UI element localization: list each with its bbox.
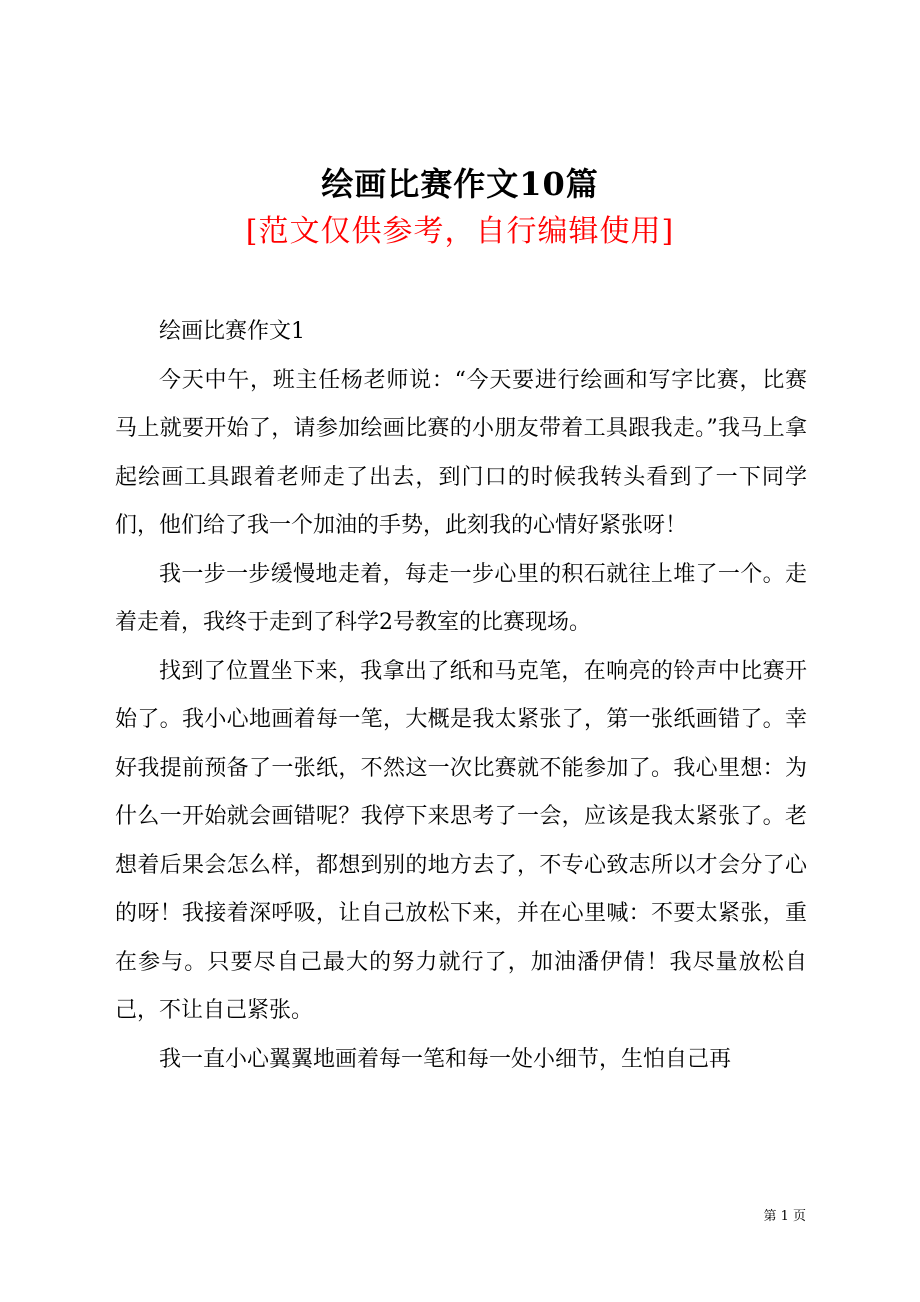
document-subtitle: [范文仅供参考，自行编辑使用]: [245, 214, 675, 249]
document-title: 绘画比赛作文10篇: [321, 165, 599, 203]
document-body: [115, 308, 807, 1084]
paragraph: 我一直小心翼翼地画着每一笔和每一处小细节，生怕自己再: [159, 1046, 732, 1072]
paragraph: 找到了位置坐下来，我拿出了纸和马克笔，在响亮的铃声中比赛开始了。我小心地画着每一笔，大概是我太紧张了，第一张纸画错了。幸好我提前预备了一张纸，不然这一次比赛就不能参加了。我心里想：为什么一开始就会画错呢？我停下来思考了一会，应该是我太紧张了。老想着后果会怎么样，都想到别的地方去了，不专心致志所以才会分了心的呀！我接着深呼吸，让自己放松下来，并在心里喊：不要太紧张，重在参与。只要尽自己最大的努力就行了，加油潘伊倩！我尽量放松自己，不让自己紧张。: [115, 658, 807, 1023]
section-heading: 绘画比赛作文1: [159, 319, 305, 344]
paragraph: 我一步一步缓慢地走着，每走一步心里的积石就往上堆了一个。走着走着，我终于走到了科学2号教室的比赛现场。: [115, 561, 807, 635]
paragraph: 今天中午，班主任杨老师说：“今天要进行绘画和写字比赛，比赛马上就要开始了，请参加绘画比赛的小朋友带着工具跟我走。”我马上拿起绘画工具跟着老师走了出去，到门口的时候我转头看到了一下同学们，他们给了我一个加油的手势，此刻我的心情好紧张呀！: [115, 367, 807, 538]
page-number: 第 1 页: [763, 1209, 806, 1224]
